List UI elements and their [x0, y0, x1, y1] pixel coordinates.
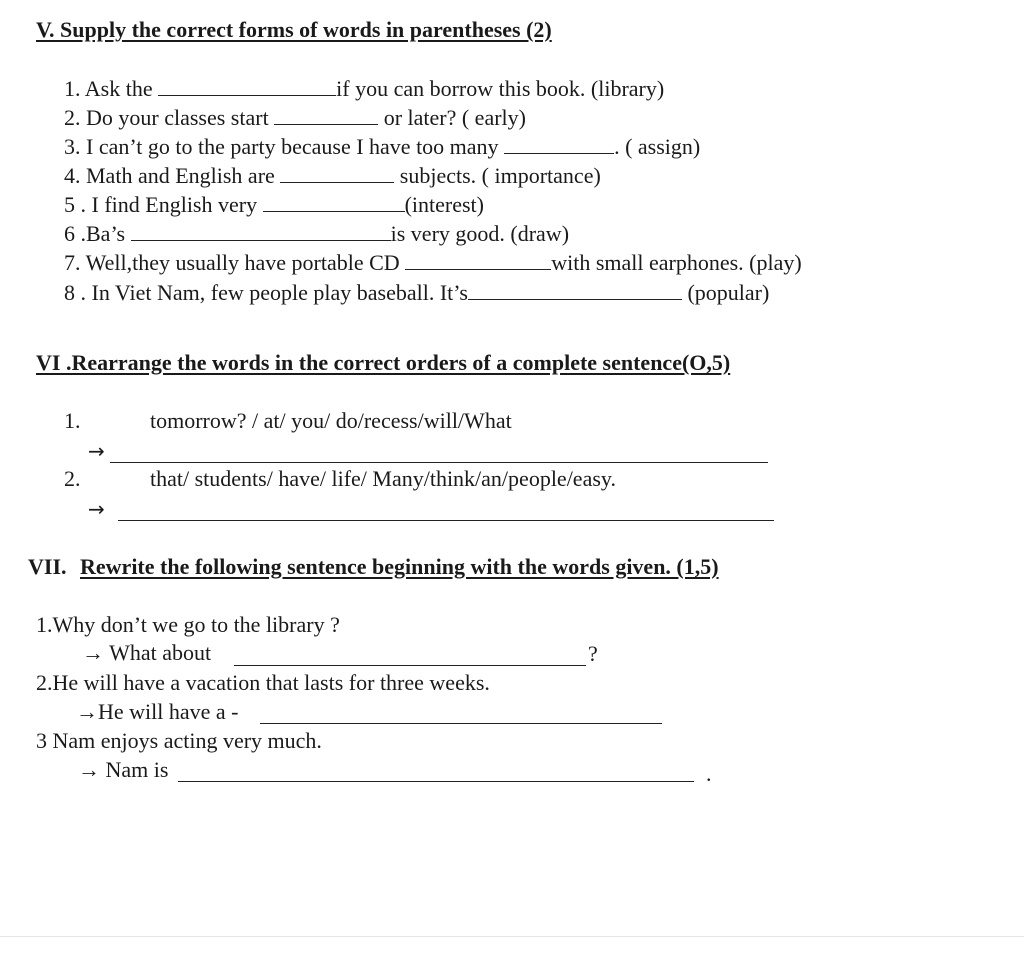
exercise-item — [64, 134, 700, 160]
item-text: 2. Do your classes start — [64, 105, 275, 130]
answer-blank[interactable] — [280, 164, 394, 183]
item-text: 5 . I find English very — [64, 192, 263, 217]
item-text: 8 . In Viet Nam, few people play baseball. It’s — [64, 280, 468, 305]
item-hint: subjects. ( importance) — [394, 163, 601, 188]
section-7-number: VII. — [28, 554, 67, 579]
item-hint: or later? ( early) — [378, 105, 526, 130]
page-bottom-divider — [0, 936, 1024, 937]
end-punctuation: ? — [588, 641, 598, 666]
answer-blank[interactable] — [158, 77, 336, 96]
rewrite-prompt: → What about — [82, 640, 212, 665]
item-hint: (popular) — [681, 280, 770, 305]
item-hint: . ( assign) — [614, 134, 701, 159]
arrow-icon: → — [88, 497, 105, 521]
item-number: 1. — [64, 408, 81, 433]
scrambled-words: that/ students/ have/ life/ Many/think/an/people/easy. — [150, 466, 616, 491]
item-text: 1. Ask the — [64, 76, 159, 101]
arrow-icon: → — [88, 439, 105, 463]
answer-blank[interactable] — [263, 193, 405, 212]
section-7-title — [28, 554, 719, 580]
exercise-item — [64, 105, 526, 131]
item-hint: if you can borrow this book. (library) — [336, 76, 665, 101]
answer-blank[interactable] — [405, 251, 551, 270]
answer-line[interactable] — [260, 723, 662, 724]
exercise-item — [64, 280, 769, 306]
item-number: 2. — [64, 466, 81, 491]
answer-blank[interactable] — [468, 281, 682, 300]
rewrite-prompt: → Nam is — [78, 757, 169, 782]
original-sentence: 1.Why don’t we go to the library ? — [36, 612, 340, 637]
item-text: 7. Well,they usually have portable CD — [64, 250, 406, 275]
exercise-item — [64, 76, 664, 102]
item-hint: with small earphones. (play) — [551, 250, 802, 275]
exercise-item — [64, 163, 601, 189]
answer-blank[interactable] — [274, 106, 378, 125]
item-text: 4. Math and English are — [64, 163, 281, 188]
answer-line[interactable] — [178, 781, 694, 782]
section-5-title: V. Supply the correct forms of words in parentheses (2) — [36, 17, 552, 42]
answer-line[interactable] — [234, 665, 586, 666]
section-7-heading: Rewrite the following sentence beginning with the words given. (1,5) — [80, 554, 719, 579]
exercise-item — [64, 250, 802, 276]
exercise-item — [64, 192, 484, 218]
end-punctuation: . — [706, 761, 712, 786]
item-hint: is very good. (draw) — [390, 221, 570, 246]
original-sentence: 2.He will have a vacation that lasts for three weeks. — [36, 670, 490, 695]
exercise-item — [64, 221, 569, 247]
answer-line[interactable] — [118, 520, 774, 521]
item-text: 6 .Ba’s — [64, 221, 131, 246]
item-text: 3. I can’t go to the party because I have too many — [64, 134, 505, 159]
answer-blank[interactable] — [504, 135, 614, 154]
item-hint: (interest) — [404, 192, 484, 217]
answer-line[interactable] — [110, 462, 768, 463]
original-sentence: 3 Nam enjoys acting very much. — [36, 728, 322, 753]
scrambled-words: tomorrow? / at/ you/ do/recess/will/What — [150, 408, 512, 433]
section-6-title: VI .Rearrange the words in the correct orders of a complete sentence(O,5) — [36, 350, 731, 375]
answer-blank[interactable] — [131, 222, 391, 241]
rewrite-prompt: →He will have a - — [76, 699, 239, 724]
